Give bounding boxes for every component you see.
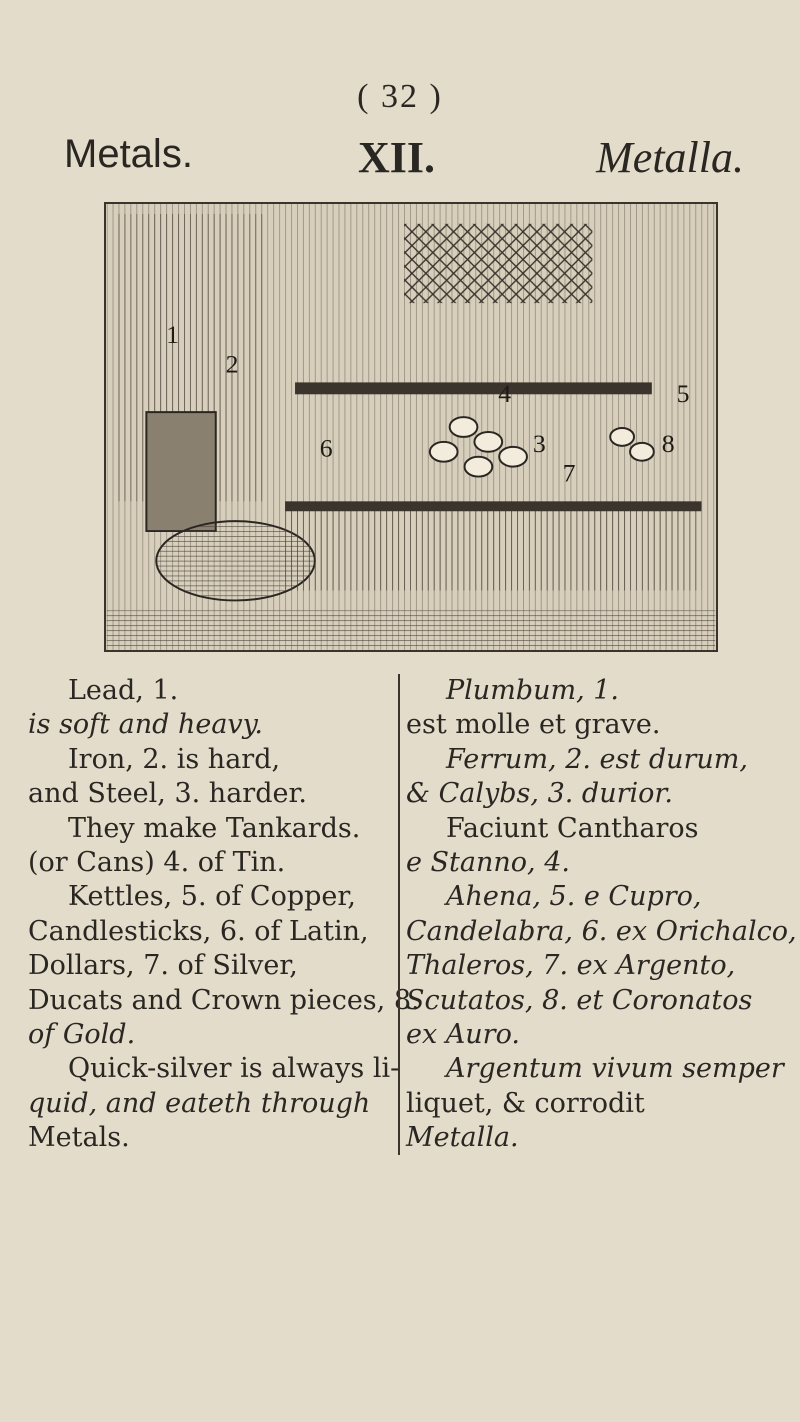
latin-line: Scutatos, 8. et Coronatos [406, 984, 753, 1016]
engraving-numeral: 8 [661, 428, 675, 458]
english-line: Iron, 2. is hard, [68, 743, 281, 775]
latticed-window [404, 224, 592, 303]
english-line: of Gold. [28, 1018, 136, 1050]
latin-line: ex Auro. [406, 1018, 520, 1050]
latin-line: e Stanno, 4. [406, 846, 570, 878]
engraving-numeral: 1 [166, 319, 180, 349]
english-column [28, 674, 420, 1155]
latin-line: Argentum vivum semper [446, 1053, 784, 1085]
english-line: Candlesticks, 6. of Latin, [28, 915, 369, 947]
floor [107, 610, 716, 650]
english-line: quid, and eateth through [28, 1087, 371, 1119]
latin-line: Metalla. [406, 1122, 519, 1154]
english-line: Kettles, 5. of Copper, [68, 881, 356, 913]
english-line: Dollars, 7. of Silver, [28, 950, 298, 982]
latin-line: est molle et grave. [406, 709, 661, 741]
english-line: (or Cans) 4. of Tin. [28, 846, 286, 878]
engraving-numeral: 3 [532, 428, 546, 458]
engraving-numeral: 5 [676, 379, 690, 409]
latin-column [398, 674, 797, 1155]
header-chapter-number: XII. [358, 133, 436, 182]
english-line: is soft and heavy. [28, 709, 263, 741]
latin-line: & Calybs, 3. durior. [406, 778, 673, 810]
english-line: They make Tankards. [68, 812, 361, 844]
engraving-numeral: 4 [498, 379, 512, 409]
latin-line: Ferrum, 2. est durum, [446, 743, 748, 775]
page-header [64, 132, 744, 192]
latin-line: Faciunt Cantharos [446, 812, 699, 844]
english-line: Metals. [28, 1122, 130, 1154]
engraving-numeral: 2 [225, 349, 239, 379]
header-english-title: Metals. [64, 132, 193, 176]
english-line: and Steel, 3. harder. [28, 778, 307, 810]
engraving-numeral: 6 [319, 433, 333, 463]
english-line: Lead, 1. [68, 675, 179, 706]
shelf [295, 382, 652, 394]
english-line: Ducats and Crown pieces, 8. [28, 984, 420, 1016]
latin-line: Thaleros, 7. ex Argento, [406, 950, 736, 982]
metals-engraving [104, 202, 718, 652]
latin-line: Ahena, 5. e Cupro, [446, 881, 702, 913]
english-line: Quick-silver is always li- [68, 1053, 400, 1085]
header-latin-title: Metalla. [596, 133, 744, 182]
latin-line: Candelabra, 6. ex Orichalco, [406, 915, 797, 947]
latin-line: liquet, & corrodit [406, 1087, 645, 1119]
tankard [146, 412, 215, 531]
latin-line: Plumbum, 1. [446, 675, 619, 706]
engraving-numeral: 7 [562, 458, 576, 488]
page-number: ( 32 ) [357, 78, 443, 115]
bench [285, 501, 701, 590]
